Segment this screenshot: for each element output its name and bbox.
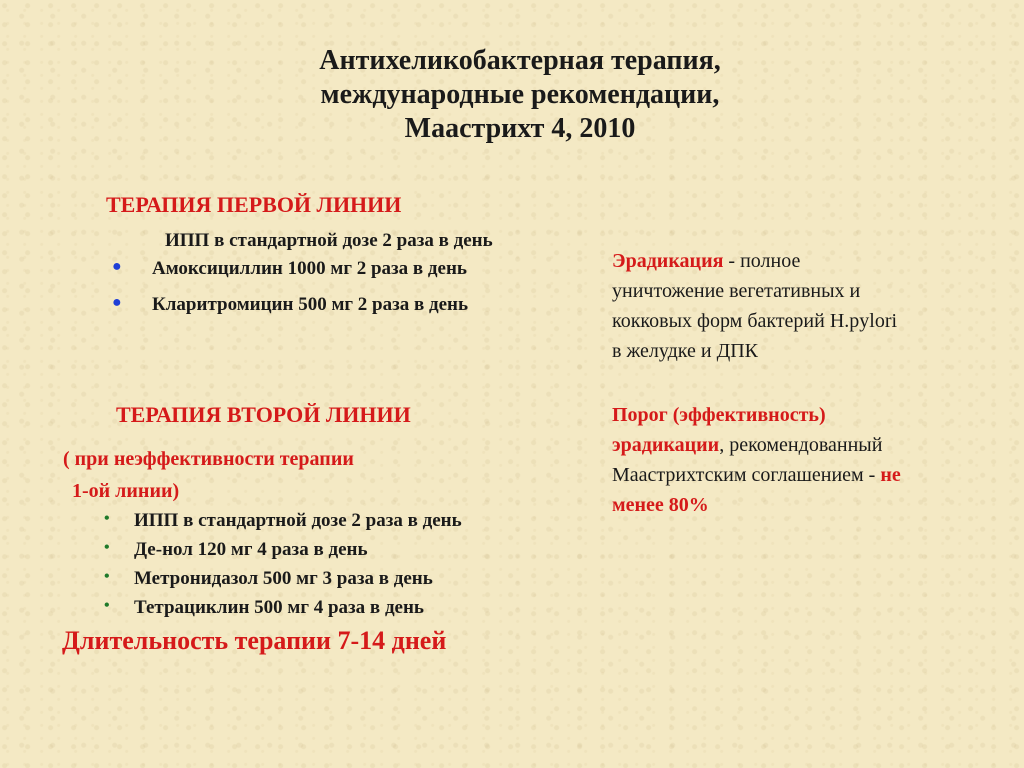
threshold-line1: Порог (эффективность)	[612, 404, 826, 426]
bullet-icon: •	[104, 510, 110, 527]
first-line-lead: ИПП в стандартной дозе 2 раза в день	[165, 230, 493, 251]
list-item-text: Амоксициллин 1000 мг 2 раза в день	[152, 258, 467, 279]
title-line-3: Маастрихт 4, 2010	[404, 113, 636, 144]
bullet-icon: •	[104, 539, 110, 556]
bullet-icon: ●	[112, 294, 122, 311]
first-line-heading: ТЕРАПИЯ ПЕРВОЙ ЛИНИИ	[106, 192, 402, 217]
list-item-text: Метронидазол 500 мг 3 раза в день	[134, 568, 433, 589]
eradication-definition	[612, 246, 1012, 366]
slide-title	[200, 44, 840, 146]
eradication-def-line4: в желудке и ДПК	[612, 340, 758, 362]
bullet-icon: •	[104, 597, 110, 614]
eradication-def-line3: кокковых форм бактерий H.pylori	[612, 310, 898, 332]
threshold-value: менее 80%	[612, 494, 709, 516]
eradication-threshold	[612, 400, 1012, 520]
title-line-2: международные рекомендации,	[320, 79, 720, 110]
list-item-text: Де-нол 120 мг 4 раза в день	[134, 539, 368, 560]
title-line-1: Антихеликобактерная терапия,	[319, 45, 721, 76]
bullet-icon: •	[104, 568, 110, 585]
therapy-duration: Длительность терапии 7-14 дней	[62, 626, 447, 655]
second-line-note-1: ( при неэффективности терапии	[63, 448, 354, 470]
bullet-icon: ●	[112, 258, 122, 275]
second-line-heading: ТЕРАПИЯ ВТОРОЙ ЛИНИИ	[116, 402, 411, 427]
eradication-term: Эрадикация	[612, 250, 724, 272]
list-item-text: ИПП в стандартной дозе 2 раза в день	[134, 510, 462, 531]
eradication-def-part1: - полное	[723, 250, 801, 272]
list-item-text: Кларитромицин 500 мг 2 раза в день	[152, 294, 469, 315]
second-line-note-2: 1-ой линии)	[72, 480, 180, 502]
threshold-line3: Маастрихтским соглашением -	[612, 464, 881, 486]
threshold-line3-red: не	[880, 464, 901, 486]
threshold-line2-rest: , рекомендованный	[719, 434, 883, 456]
threshold-term: эрадикации	[612, 434, 720, 456]
list-item-text: Тетрациклин 500 мг 4 раза в день	[134, 597, 424, 618]
eradication-def-line2: уничтожение вегетативных и	[612, 280, 861, 302]
